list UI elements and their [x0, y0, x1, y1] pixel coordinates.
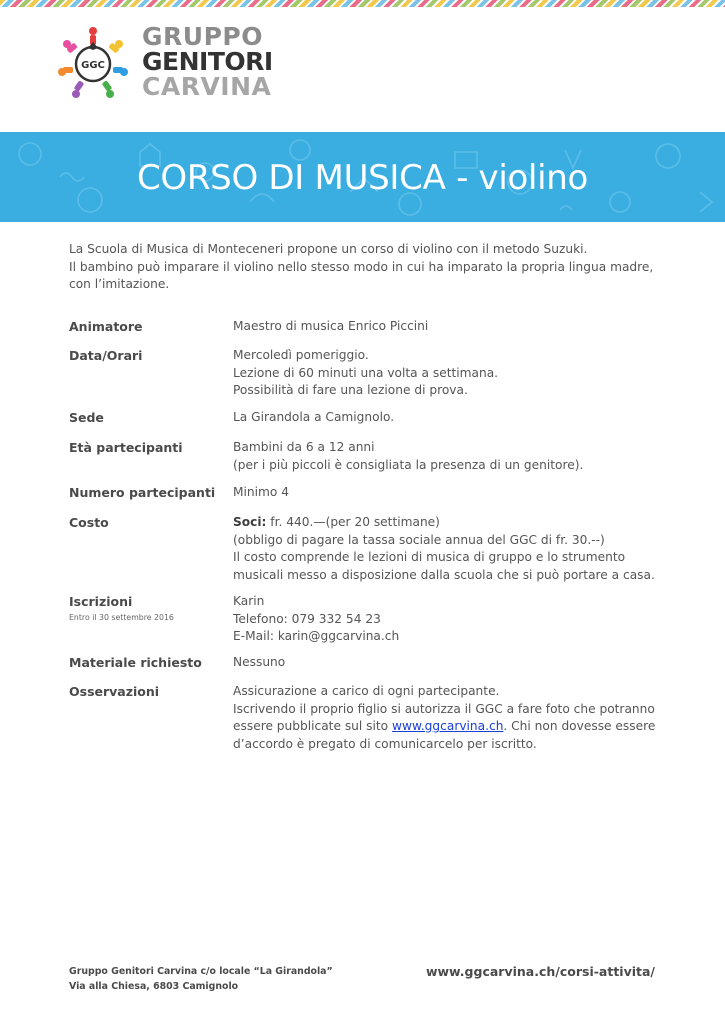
- value-osservazioni: [233, 683, 673, 753]
- intro-line: con l’imitazione.: [69, 277, 170, 291]
- soci-value: fr. 440.—(per 20 settimane): [266, 515, 440, 529]
- value-line: La Girandola a Camignolo.: [233, 410, 395, 424]
- value-line: (obbligo di pagare la tassa sociale annua del GGC di fr. 30.--): [233, 532, 605, 547]
- label-osservazioni: Osservazioni: [69, 684, 160, 699]
- value-sede: [233, 409, 673, 427]
- label-materiale: Materiale richiesto: [69, 655, 202, 670]
- page-title: CORSO DI MUSICA - violino: [136, 158, 589, 198]
- logo-line-carvina: CARVINA: [142, 72, 272, 101]
- value-line: musicali messo a disposizione dalla scuola che si può portare a casa.: [233, 567, 655, 582]
- value-line: Karin: [233, 594, 265, 608]
- value-line: Assicurazione a carico di ogni partecipante.: [233, 684, 500, 698]
- value-numero: [233, 484, 673, 502]
- intro-line: Il bambino può imparare il violino nello stesso modo in cui ha imparato la propria lingua madre,: [69, 259, 654, 274]
- footer-address-line: Via alla Chiesa, 6803 Camignolo: [69, 981, 239, 992]
- title-banner: [0, 132, 725, 222]
- label-iscrizioni-text: Iscrizioni: [69, 594, 133, 609]
- logo-line-genitori: GENITORI: [142, 47, 273, 76]
- value-text: . Chi non dovesse essere: [503, 719, 656, 733]
- value-costo: [233, 514, 673, 584]
- website-link[interactable]: www.ggcarvina.ch: [392, 719, 504, 733]
- top-stripe-decoration: [0, 0, 725, 7]
- value-line: (per i più piccoli è consigliata la presenza di un genitore).: [233, 457, 584, 472]
- intro-line: La Scuola di Musica di Monteceneri propone un corso di violino con il metodo Suzuki.: [69, 242, 588, 256]
- value-materiale: [233, 654, 673, 672]
- footer-url[interactable]: www.ggcarvina.ch/corsi-attivita/: [425, 964, 655, 979]
- label-animatore: Animatore: [69, 319, 143, 334]
- value-line: Maestro di musica Enrico Piccini: [233, 319, 429, 333]
- value-line: Mercoledì pomeriggio.: [233, 348, 369, 362]
- footer-address: [69, 964, 333, 994]
- logo-line-gruppo: GRUPPO: [142, 22, 263, 51]
- value-line: Minimo 4: [233, 485, 289, 499]
- value-animatore: [233, 318, 673, 336]
- value-line: E-Mail: karin@ggcarvina.ch: [233, 629, 400, 643]
- value-line: Lezione di 60 minuti una volta a settimana.: [233, 365, 499, 380]
- label-eta: Età partecipanti: [69, 440, 183, 455]
- value-iscrizioni: [233, 593, 673, 646]
- label-iscrizioni: [69, 593, 229, 623]
- label-sede: Sede: [69, 410, 104, 425]
- ggc-logo: [58, 22, 278, 104]
- value-line: Nessuno: [233, 655, 286, 669]
- label-iscrizioni-deadline: Entro il 30 settembre 2016: [69, 613, 174, 622]
- value-data-orari: [233, 347, 673, 400]
- intro-paragraph: [69, 241, 669, 294]
- label-numero: Numero partecipanti: [69, 485, 216, 500]
- footer-address-line: Gruppo Genitori Carvina c/o locale “La Girandola”: [69, 966, 333, 977]
- value-line: Possibilità di fare una lezione di prova.: [233, 383, 468, 397]
- value-line: Il costo comprende le lezioni di musica di gruppo e lo strumento: [233, 550, 626, 564]
- value-line: [233, 514, 673, 532]
- label-costo: Costo: [69, 515, 109, 530]
- value-line: [233, 718, 673, 736]
- value-line: d’accordo è pregato di comunicarcelo per iscritto.: [233, 736, 537, 751]
- value-eta: [233, 439, 673, 474]
- ggc-emblem-icon: [58, 22, 128, 104]
- soci-label: Soci:: [233, 515, 267, 529]
- value-line: Bambini da 6 a 12 anni: [233, 440, 375, 454]
- value-line: Iscrivendo il proprio figlio si autorizza il GGC a fare foto che potranno: [233, 701, 655, 716]
- value-text: essere pubblicate sul sito: [233, 719, 393, 733]
- label-data-orari: Data/Orari: [69, 348, 143, 363]
- svg-text:GGC: GGC: [81, 60, 105, 71]
- logo-wordmark: [142, 24, 273, 99]
- value-line: Telefono: 079 332 54 23: [233, 611, 381, 626]
